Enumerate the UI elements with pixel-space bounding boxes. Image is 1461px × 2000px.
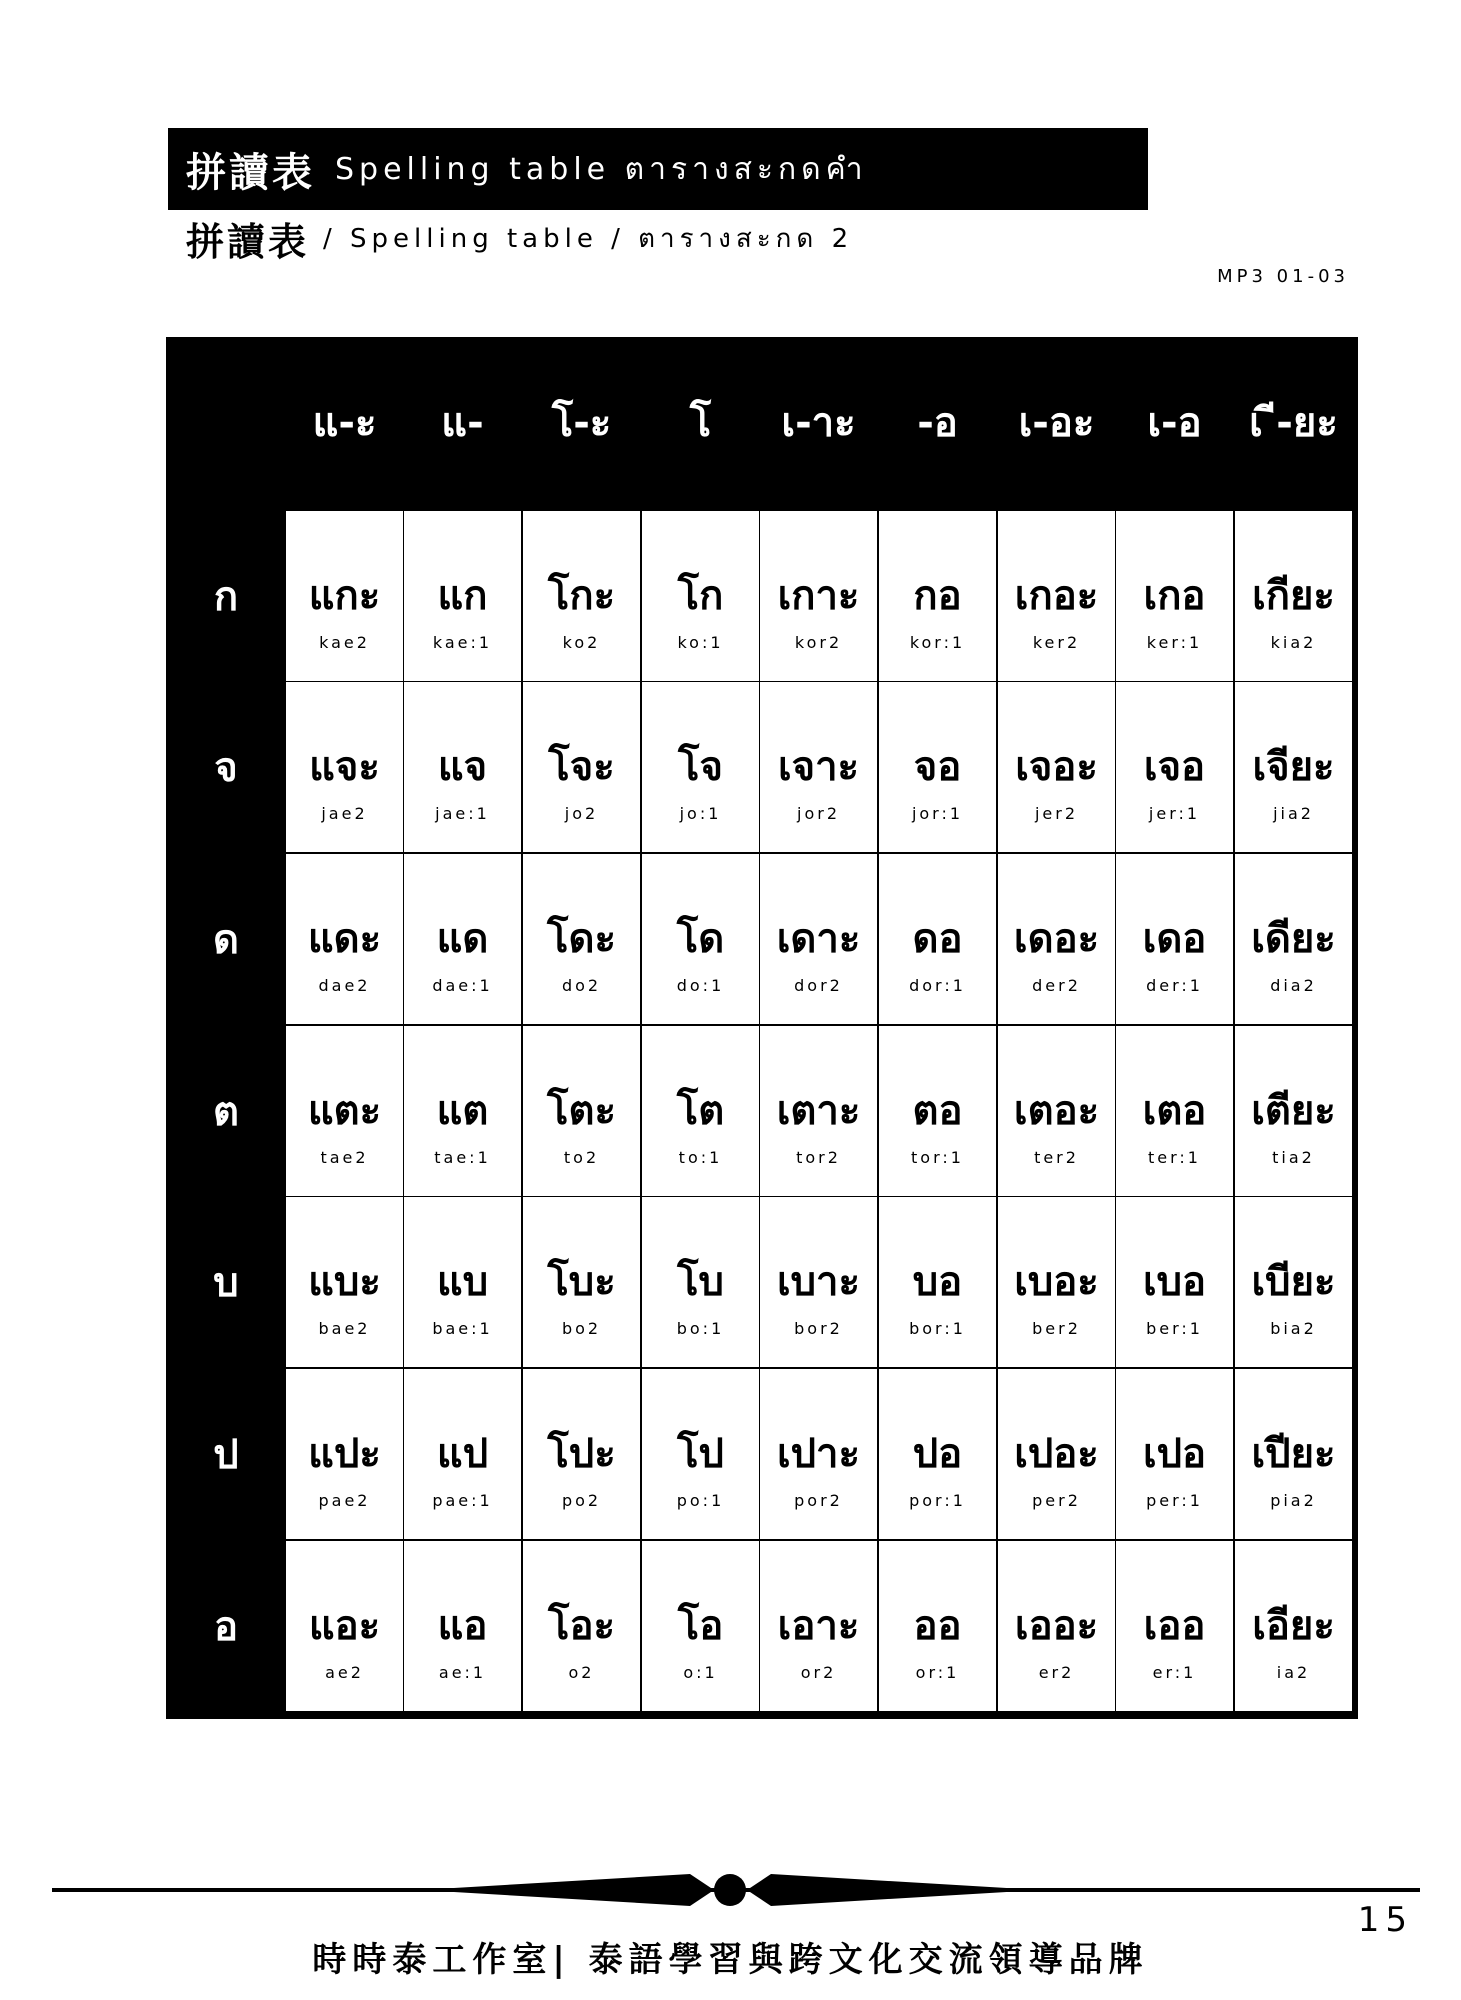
thai-syllable: แบ xyxy=(436,1259,489,1305)
table-cell xyxy=(1235,1197,1352,1367)
romanization: dia2 xyxy=(1270,976,1317,995)
table-cell xyxy=(286,1541,403,1711)
table-cell xyxy=(642,511,759,681)
romanization: jor:1 xyxy=(911,804,964,823)
romanization: ter:1 xyxy=(1148,1148,1201,1167)
table-cell xyxy=(404,854,521,1024)
table-cell xyxy=(879,1541,996,1711)
romanization: por:1 xyxy=(909,1491,966,1510)
table-cell xyxy=(998,1197,1115,1367)
romanization: jo2 xyxy=(564,804,599,823)
thai-syllable: โก xyxy=(677,573,724,619)
thai-syllable: โอ xyxy=(677,1603,724,1649)
romanization: tor2 xyxy=(796,1148,841,1167)
romanization: do:1 xyxy=(676,976,725,995)
romanization: po:1 xyxy=(676,1491,725,1510)
table-cell xyxy=(642,1369,759,1539)
romanization: po2 xyxy=(561,1491,602,1510)
thai-syllable: เจอ xyxy=(1143,744,1206,790)
audio-reference: MP3 01-03 xyxy=(1217,266,1349,287)
romanization: dor2 xyxy=(794,976,843,995)
romanization: tae2 xyxy=(320,1148,369,1167)
table-cell xyxy=(523,682,640,852)
table-cell xyxy=(523,1369,640,1539)
consonant-header: ก xyxy=(213,574,239,620)
thai-syllable: โจะ xyxy=(548,744,615,790)
vowel-header: แ-ะ xyxy=(312,400,377,446)
romanization: ber:1 xyxy=(1146,1319,1203,1338)
thai-syllable: เจาะ xyxy=(777,744,860,790)
table-cell xyxy=(523,511,640,681)
table-cell xyxy=(998,1541,1115,1711)
table-cell xyxy=(523,1026,640,1196)
table-cell xyxy=(286,1197,403,1367)
thai-syllable: เบอ xyxy=(1142,1259,1207,1305)
thai-syllable: เจอะ xyxy=(1015,744,1098,790)
romanization: dor:1 xyxy=(909,976,966,995)
table-cell xyxy=(1235,511,1352,681)
thai-syllable: แอะ xyxy=(308,1603,381,1649)
table-cell xyxy=(1116,511,1233,681)
romanization: bae:1 xyxy=(432,1319,493,1338)
thai-syllable: แต xyxy=(436,1088,489,1134)
thai-syllable: เตาะ xyxy=(776,1088,861,1134)
thai-syllable: ตอ xyxy=(912,1088,963,1134)
thai-syllable: เบอะ xyxy=(1014,1259,1099,1305)
page-number: 15 xyxy=(1357,1900,1413,1940)
title-banner xyxy=(168,128,1148,210)
thai-syllable: โต xyxy=(676,1088,725,1134)
table-cell xyxy=(523,1541,640,1711)
romanization: jor2 xyxy=(797,804,840,823)
vowel-header: โ-ะ xyxy=(551,400,612,446)
romanization: per:1 xyxy=(1146,1491,1203,1510)
romanization: ter2 xyxy=(1034,1148,1079,1167)
table-cell xyxy=(286,854,403,1024)
romanization: er:1 xyxy=(1152,1663,1197,1682)
romanization: bo2 xyxy=(561,1319,602,1338)
table-cell xyxy=(998,1026,1115,1196)
thai-syllable: เตอะ xyxy=(1013,1088,1100,1134)
romanization: do2 xyxy=(561,976,602,995)
table-cell xyxy=(404,1197,521,1367)
thai-syllable: เกอ xyxy=(1143,573,1206,619)
spelling-table xyxy=(166,337,1358,1719)
table-cell xyxy=(1116,1541,1233,1711)
table-cell xyxy=(998,854,1115,1024)
vowel-header: -อ xyxy=(917,400,958,446)
thai-syllable: แดะ xyxy=(307,916,382,962)
thai-syllable: จอ xyxy=(913,744,962,790)
table-cell xyxy=(760,1369,877,1539)
thai-syllable: เอียะ xyxy=(1252,1603,1335,1649)
romanization: o:1 xyxy=(683,1663,718,1682)
table-cell xyxy=(760,511,877,681)
table-cell xyxy=(879,854,996,1024)
romanization: bae2 xyxy=(318,1319,371,1338)
romanization: kae2 xyxy=(319,633,370,652)
romanization: tia2 xyxy=(1272,1148,1315,1167)
romanization: pae2 xyxy=(318,1491,371,1510)
table-cell xyxy=(642,1026,759,1196)
thai-syllable: เบียะ xyxy=(1251,1259,1336,1305)
romanization: dae:1 xyxy=(432,976,493,995)
thai-syllable: โบะ xyxy=(547,1259,616,1305)
table-cell xyxy=(1116,682,1233,852)
thai-syllable: เจียะ xyxy=(1252,744,1335,790)
subtitle-rest: / Spelling table / ตารางสะกด 2 xyxy=(323,223,854,254)
thai-syllable: เตอ xyxy=(1142,1088,1207,1134)
vowel-header: โ xyxy=(689,400,712,446)
title-english-thai: Spelling table ตารางสะกดคำ xyxy=(335,151,868,187)
table-cell xyxy=(1235,854,1352,1024)
table-cell xyxy=(760,854,877,1024)
romanization: kia2 xyxy=(1270,633,1317,652)
romanization: ber2 xyxy=(1032,1319,1081,1338)
romanization: jer:1 xyxy=(1148,804,1201,823)
romanization: per2 xyxy=(1032,1491,1081,1510)
thai-syllable: เดอะ xyxy=(1013,916,1100,962)
table-cell xyxy=(879,1026,996,1196)
thai-syllable: เดอ xyxy=(1142,916,1207,962)
romanization: or:1 xyxy=(915,1663,960,1682)
thai-syllable: แจะ xyxy=(309,744,380,790)
table-cell xyxy=(523,1197,640,1367)
romanization: bo:1 xyxy=(676,1319,725,1338)
table-cell xyxy=(1235,1369,1352,1539)
table-cell xyxy=(760,682,877,852)
romanization: or2 xyxy=(800,1663,837,1682)
romanization: pae:1 xyxy=(432,1491,493,1510)
vowel-header: เ ี-ยะ xyxy=(1249,400,1338,446)
thai-syllable: เปอะ xyxy=(1014,1431,1099,1477)
thai-syllable: โป xyxy=(677,1431,724,1477)
romanization: por2 xyxy=(794,1491,843,1510)
romanization: bor:1 xyxy=(909,1319,966,1338)
table-cell xyxy=(1116,1197,1233,1367)
romanization: ae:1 xyxy=(438,1663,487,1682)
thai-syllable: แป xyxy=(436,1431,489,1477)
thai-syllable: ดอ xyxy=(912,916,963,962)
table-cell xyxy=(642,1197,759,1367)
romanization: jia2 xyxy=(1273,804,1314,823)
romanization: jae:1 xyxy=(435,804,490,823)
table-cell xyxy=(998,511,1115,681)
romanization: kor:1 xyxy=(909,633,966,652)
thai-syllable: แบะ xyxy=(308,1259,381,1305)
romanization: jer2 xyxy=(1034,804,1079,823)
romanization: to:1 xyxy=(678,1148,723,1167)
vowel-header: เ-อ xyxy=(1147,400,1202,446)
table-cell xyxy=(404,511,521,681)
subtitle-chinese: 拼讀表 xyxy=(186,219,310,264)
thai-syllable: เบาะ xyxy=(776,1259,860,1305)
table-cell xyxy=(760,1197,877,1367)
table-cell xyxy=(1116,1369,1233,1539)
divider-ornament xyxy=(0,1860,1461,1920)
table-cell xyxy=(1116,854,1233,1024)
romanization: ker2 xyxy=(1032,633,1081,652)
subtitle xyxy=(186,210,853,266)
table-cell xyxy=(998,1369,1115,1539)
romanization: to2 xyxy=(563,1148,600,1167)
vowel-header: เ-าะ xyxy=(781,400,856,446)
title-chinese: 拼讀表 xyxy=(186,149,315,196)
vowel-header: เ-อะ xyxy=(1018,400,1095,446)
romanization: der2 xyxy=(1032,976,1081,995)
table-cell xyxy=(879,511,996,681)
table-cell xyxy=(1116,1026,1233,1196)
thai-syllable: แปะ xyxy=(308,1431,381,1477)
table-cell xyxy=(879,682,996,852)
romanization: jo:1 xyxy=(679,804,722,823)
table-cell xyxy=(1235,682,1352,852)
consonant-header: อ xyxy=(213,1604,239,1650)
romanization: kor2 xyxy=(794,633,843,652)
consonant-header: ต xyxy=(213,1089,239,1135)
romanization: bia2 xyxy=(1270,1319,1317,1338)
romanization: dae2 xyxy=(318,976,371,995)
thai-syllable: โจ xyxy=(678,744,723,790)
table-cell xyxy=(404,1026,521,1196)
thai-syllable: เปาะ xyxy=(776,1431,860,1477)
romanization: tae:1 xyxy=(434,1148,491,1167)
romanization: ae2 xyxy=(325,1663,364,1682)
thai-syllable: โตะ xyxy=(547,1088,616,1134)
table-cell xyxy=(760,1541,877,1711)
romanization: er2 xyxy=(1038,1663,1075,1682)
romanization: kae:1 xyxy=(432,633,493,652)
thai-syllable: เกาะ xyxy=(777,573,860,619)
romanization: ker:1 xyxy=(1146,633,1203,652)
table-cell xyxy=(1235,1026,1352,1196)
thai-syllable: เปอ xyxy=(1142,1431,1207,1477)
thai-syllable: โบ xyxy=(677,1259,724,1305)
table-cell xyxy=(642,854,759,1024)
table-cell xyxy=(286,1369,403,1539)
romanization: der:1 xyxy=(1146,976,1203,995)
romanization: pia2 xyxy=(1270,1491,1317,1510)
thai-syllable: แอ xyxy=(437,1603,488,1649)
thai-syllable: บอ xyxy=(912,1259,963,1305)
romanization: ia2 xyxy=(1276,1663,1311,1682)
footer-brand: 時時泰工作室| 泰語學習與跨文化交流領導品牌 xyxy=(312,1940,1149,1980)
table-cell xyxy=(642,682,759,852)
thai-syllable: แก xyxy=(437,573,488,619)
romanization: bor2 xyxy=(794,1319,843,1338)
thai-syllable: เกียะ xyxy=(1252,573,1335,619)
thai-syllable: กอ xyxy=(913,573,962,619)
romanization: jae2 xyxy=(321,804,368,823)
consonant-header: จ xyxy=(214,745,238,791)
romanization: tor:1 xyxy=(911,1148,964,1167)
table-cell xyxy=(879,1369,996,1539)
table-cell xyxy=(879,1197,996,1367)
table-cell xyxy=(404,682,521,852)
thai-syllable: โอะ xyxy=(548,1603,615,1649)
table-cell xyxy=(286,511,403,681)
table-cell xyxy=(998,682,1115,852)
vowel-header: แ- xyxy=(441,400,484,446)
table-cell xyxy=(760,1026,877,1196)
romanization: o2 xyxy=(568,1663,595,1682)
thai-syllable: แตะ xyxy=(307,1088,382,1134)
thai-syllable: แด xyxy=(436,916,489,962)
thai-syllable: โดะ xyxy=(547,916,616,962)
thai-syllable: โกะ xyxy=(547,573,616,619)
table-cell xyxy=(523,854,640,1024)
consonant-header: ด xyxy=(213,917,239,963)
thai-syllable: เกอะ xyxy=(1014,573,1099,619)
thai-syllable: โปะ xyxy=(547,1431,616,1477)
table-cell xyxy=(642,1541,759,1711)
thai-syllable: เปียะ xyxy=(1251,1431,1336,1477)
romanization: ko2 xyxy=(562,633,601,652)
table-cell xyxy=(286,682,403,852)
thai-syllable: เตียะ xyxy=(1251,1088,1336,1134)
table-cell xyxy=(404,1541,521,1711)
thai-syllable: เอาะ xyxy=(777,1603,860,1649)
consonant-header: บ xyxy=(213,1260,239,1306)
thai-syllable: เดียะ xyxy=(1251,916,1336,962)
romanization: ko:1 xyxy=(677,633,724,652)
thai-syllable: เออะ xyxy=(1014,1603,1099,1649)
table-cell xyxy=(286,1026,403,1196)
thai-syllable: เดาะ xyxy=(776,916,861,962)
consonant-header: ป xyxy=(213,1432,239,1478)
thai-syllable: เออ xyxy=(1143,1603,1206,1649)
thai-syllable: แจ xyxy=(437,744,488,790)
table-cell xyxy=(404,1369,521,1539)
thai-syllable: ออ xyxy=(913,1603,962,1649)
thai-syllable: ปอ xyxy=(912,1431,963,1477)
thai-syllable: แกะ xyxy=(308,573,381,619)
table-cell xyxy=(1235,1541,1352,1711)
thai-syllable: โด xyxy=(676,916,725,962)
